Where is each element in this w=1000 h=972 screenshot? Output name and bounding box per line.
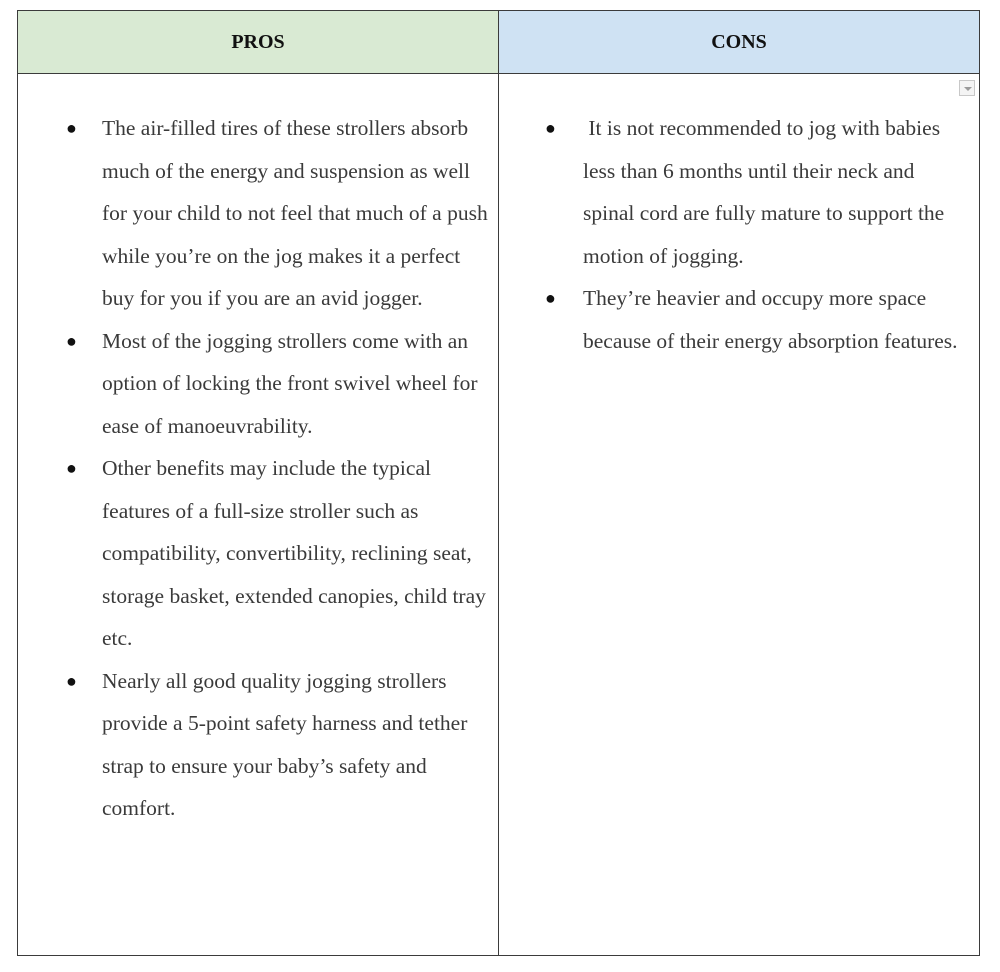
pros-item-2: Most of the jogging strollers come with an option of locking the front swivel wheel for ease of manoeuvrability. — [102, 328, 478, 438]
content-row — [18, 74, 980, 956]
header-row — [18, 11, 980, 74]
list-item — [18, 447, 498, 660]
cons-cell — [499, 74, 980, 956]
cons-list — [499, 74, 979, 362]
bullet-icon: ● — [66, 458, 77, 478]
list-item — [18, 660, 498, 830]
bullet-icon: ● — [66, 330, 77, 351]
list-item — [499, 107, 979, 277]
pros-item-4: Nearly all good quality jogging strollers provide a 5-point safety harness and tether strap to ensure your baby’s safety and comfort. — [102, 668, 468, 820]
bullet-icon: ● — [66, 118, 77, 138]
pros-item-1: The air-filled tires of these strollers absorb much of the energy and suspension as well for your child to not feel that much of a push while you’re on the jog makes it a perfect buy for you if you are an avid jogger. — [102, 116, 488, 310]
bullet-icon: ● — [545, 118, 556, 138]
chevron-down-icon[interactable] — [959, 80, 975, 96]
pros-item-3: Other benefits may include the typical features of a full-size stroller such as compatibility, convertibility, reclining seat, storage basket, extended canopies, child tray etc. — [102, 456, 486, 650]
bullet-icon: ● — [545, 288, 556, 308]
cons-item-1: It is not recommended to jog with babies less than 6 months until their neck and spinal cord are fully mature to support the motion of jogging. — [583, 116, 950, 268]
pros-header: PROS — [18, 11, 499, 74]
list-item — [18, 107, 498, 320]
list-item — [499, 277, 979, 362]
cons-item-2: They’re heavier and occupy more space because of their energy absorption features. — [583, 286, 958, 353]
cons-header: CONS — [499, 11, 980, 74]
pros-cell — [18, 74, 499, 956]
list-item — [18, 320, 498, 448]
pros-list — [18, 74, 498, 830]
pros-cons-table — [17, 10, 980, 956]
bullet-icon: ● — [66, 670, 77, 691]
